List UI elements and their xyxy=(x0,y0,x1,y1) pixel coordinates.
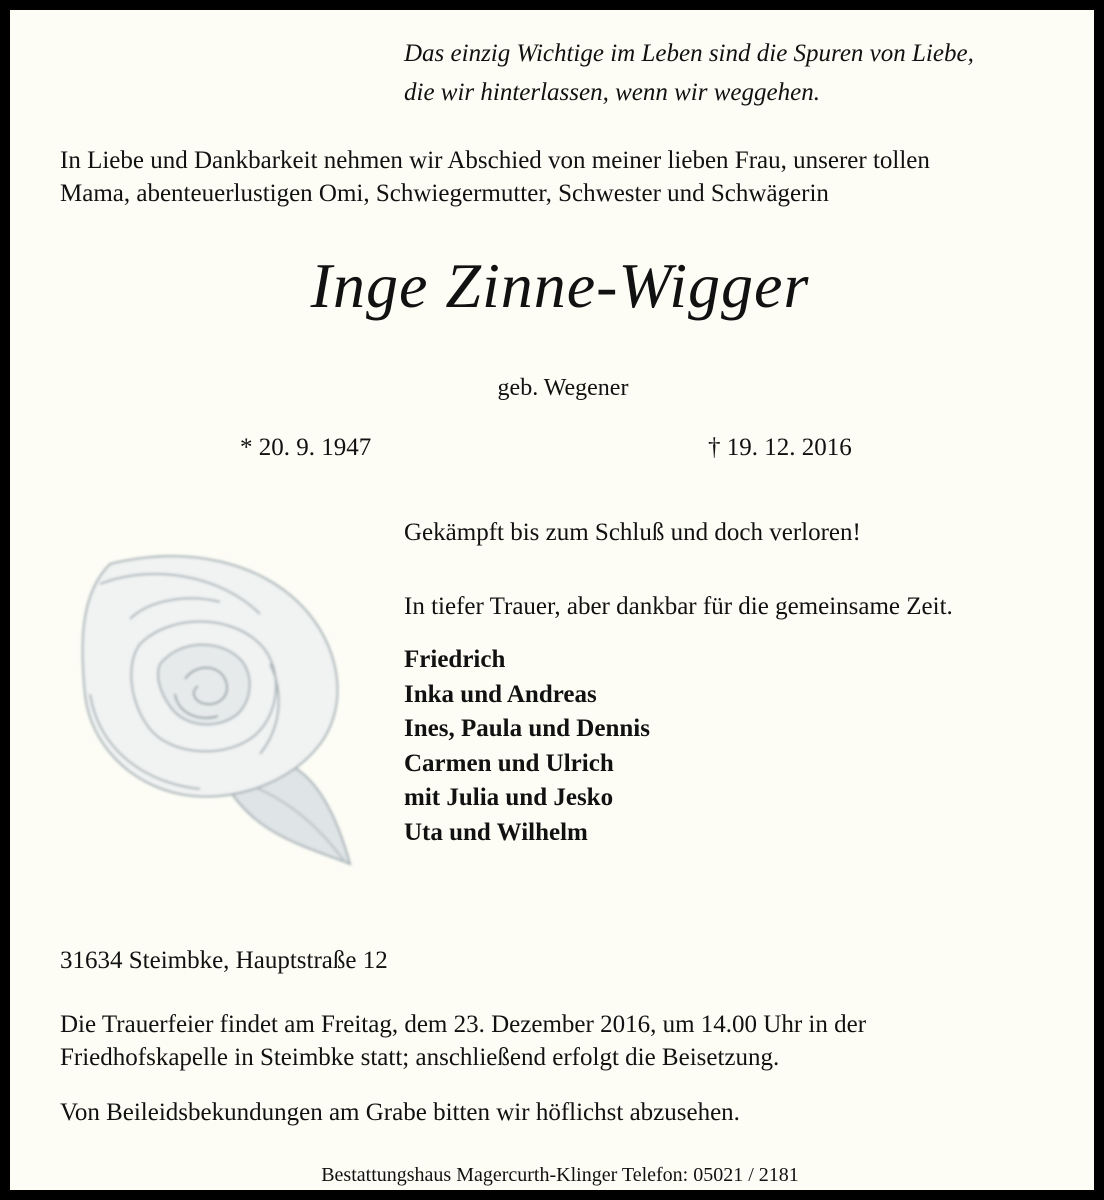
intro-line-1: In Liebe und Dankbarkeit nehmen wir Abschied von meiner lieben Frau, unserer tollen xyxy=(60,147,930,174)
quote-line-1: Das einzig Wichtige im Leben sind die Spuren von Liebe, xyxy=(404,40,974,67)
rose-icon xyxy=(70,544,370,874)
motto-text: Gekämpft bis zum Schluß und doch verloren! xyxy=(404,519,861,546)
family-list xyxy=(404,643,650,850)
death-date: † 19. 12. 2016 xyxy=(708,434,852,461)
family-member: mit Julia und Jesko xyxy=(404,784,614,811)
address-text: 31634 Steimbke, Hauptstraße 12 xyxy=(60,947,388,974)
maiden-name: geb. Wegener xyxy=(497,375,629,401)
funeral-home-footer: Bestattungshaus Magercurth-Klinger Telefon: 05021 / 2181 xyxy=(321,1164,799,1186)
memorial-quote xyxy=(404,34,1084,112)
ceremony-line-2: Friedhofskapelle in Steimbke statt; anschließend erfolgt die Beisetzung. xyxy=(60,1044,780,1071)
family-member: Carmen und Ulrich xyxy=(404,749,614,777)
family-member: Uta und Wilhelm xyxy=(404,818,588,846)
deceased-name: Inge Zinne-Wigger xyxy=(310,250,810,321)
intro-line-2: Mama, abenteuerlustigen Omi, Schwiegermutter, Schwester und Schwägerin xyxy=(60,180,829,207)
condolence-note: Von Beileidsbekundungen am Grabe bitten wir höflichst abzusehen. xyxy=(60,1099,740,1126)
family-member: Ines, Paula und Dennis xyxy=(404,715,650,742)
quote-line-2: die wir hinterlassen, wenn wir weggehen. xyxy=(404,79,820,106)
family-member: Inka und Andreas xyxy=(404,680,597,708)
intro-text xyxy=(60,144,1070,210)
ceremony-line-1: Die Trauerfeier findet am Freitag, dem 23. Dezember 2016, um 14.00 Uhr in der xyxy=(60,1011,867,1038)
birth-date: * 20. 9. 1947 xyxy=(240,434,372,461)
ceremony-text xyxy=(60,1008,1018,1074)
family-member: Friedrich xyxy=(404,646,506,673)
obituary-notice xyxy=(10,10,1094,1190)
grief-text: In tiefer Trauer, aber dankbar für die gemeinsame Zeit. xyxy=(404,593,953,620)
